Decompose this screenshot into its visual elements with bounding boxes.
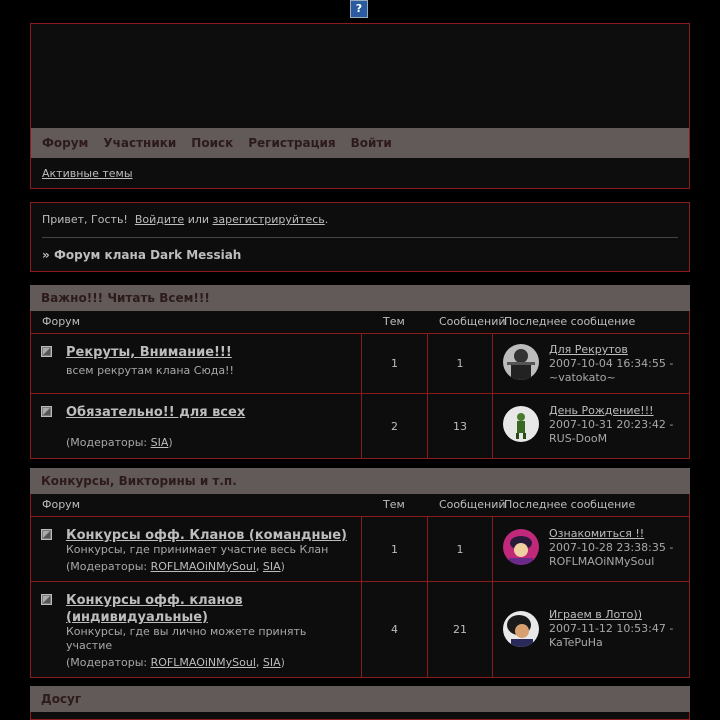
banner [31,24,689,128]
col-forum: Форум [42,315,80,328]
column-headers [31,494,689,517]
post-count: 21 [428,582,493,677]
register-link[interactable]: зарегистрируйтесь [212,213,325,226]
forum-description: всем рекрутам клана Сюда!! [66,364,234,377]
category-body [30,712,690,720]
col-posts: Сообщений [439,498,506,511]
topic-count: 1 [362,334,428,393]
moderator-link[interactable]: SIA [262,560,281,573]
last-post [493,394,689,458]
last-post-user[interactable]: RUS-DooM [549,432,608,445]
topic-count: 4 [362,582,428,677]
active-topics-link[interactable]: Активные темы [42,167,133,180]
moderator-link[interactable]: ROFLMAOiNMySoul [150,560,256,573]
avatar[interactable] [503,611,539,647]
last-post-user[interactable]: ROFLMAOiNMySoul [549,555,655,568]
last-post-topic-link[interactable]: Играем в Лото)) [549,608,642,621]
breadcrumb-arrow: » [42,248,50,262]
breadcrumb-forum-title[interactable]: Форум клана Dark Messiah [53,248,242,262]
forum-read-icon [41,346,52,357]
nav-forum[interactable]: Форум [42,136,89,150]
last-post-date: 2007-10-28 23:38:35 - [549,541,674,554]
moderators-label: (Модераторы: [66,436,148,449]
main-nav [31,128,689,158]
category-title: Важно!!! Читать Всем!!! [41,291,210,305]
col-posts: Сообщений [439,315,506,328]
last-post [493,517,689,581]
forum-row [31,517,689,582]
last-post-topic-link[interactable]: Для Рекрутов [549,343,628,356]
col-last-post: Последнее сообщение [504,498,636,511]
col-topics: Тем [383,315,405,328]
col-forum: Форум [42,498,80,511]
last-post-date: 2007-11-12 10:53:47 - [549,622,674,635]
forum-row [31,582,689,677]
greeting-line [42,203,678,238]
moderator-link[interactable]: SIA [262,656,281,669]
sub-nav [31,158,689,189]
avatar[interactable] [503,529,539,565]
moderators-label: (Модераторы: [66,656,148,669]
category-body [30,311,690,459]
nav-search[interactable]: Поиск [191,136,234,150]
greeting-text: Привет, Гость! [42,213,128,226]
forum-read-icon [41,406,52,417]
help-icon[interactable]: ? [350,0,368,18]
nav-members[interactable]: Участники [103,136,177,150]
avatar[interactable] [503,406,539,442]
forum-title-link[interactable]: Обязательно!! для всех [66,405,246,420]
breadcrumb [42,238,678,262]
category-title: Конкурсы, Викторины и т.п. [41,474,237,488]
forum-row [31,334,689,394]
nav-register[interactable]: Регистрация [248,136,336,150]
post-count: 1 [428,517,493,581]
forum-read-icon [41,594,52,605]
last-post-user[interactable]: ~vatokato~ [549,371,616,384]
category-header[interactable] [30,285,690,311]
last-post-user[interactable]: KaTePuHa [549,636,603,649]
forum-description: Конкурсы, где принимает участие весь Клан [66,543,329,556]
or-text: или [187,213,210,226]
category-body [30,494,690,678]
category-header[interactable] [30,686,690,712]
forum-moderators: (Модераторы: ROFLMAOiNMySoul, SIA) [66,560,285,573]
topic-count: 2 [362,394,428,458]
category-title: Досуг [41,692,82,706]
forum-title-link[interactable]: Конкурсы офф. Кланов (командные) [66,528,347,543]
last-post-date: 2007-10-31 20:23:42 - [549,418,674,431]
topic-count: 1 [362,517,428,581]
forum-moderators: (Модераторы: ROFLMAOiNMySoul, SIA) [66,656,285,669]
category-header[interactable] [30,468,690,494]
forum-description: Конкурсы, где вы лично можете принять участие [66,625,307,652]
last-post-topic-link[interactable]: День Рождение!!! [549,404,654,417]
forum-moderators: (Модераторы: SIA) [66,436,173,449]
period-text: . [324,213,329,226]
moderator-link[interactable]: ROFLMAOiNMySoul [150,656,256,669]
moderator-link[interactable]: SIA [150,436,169,449]
column-headers [31,311,689,334]
forum-title-link[interactable]: Конкурсы офф. кланов (индивидуальные) [66,593,243,625]
col-last-post: Последнее сообщение [504,315,636,328]
login-link[interactable]: Войдите [134,213,185,226]
moderators-label: (Модераторы: [66,560,148,573]
col-topics: Тем [383,498,405,511]
post-count: 1 [428,334,493,393]
last-post [493,334,689,393]
last-post-topic-link[interactable]: Ознакомиться !! [549,527,645,540]
header-panel [30,23,690,189]
last-post-date: 2007-10-04 16:34:55 - [549,357,674,370]
nav-login[interactable]: Войти [350,136,392,150]
forum-title-link[interactable]: Рекруты, Внимание!!! [66,345,232,360]
last-post [493,582,689,677]
forum-row [31,394,689,458]
post-count: 13 [428,394,493,458]
welcome-panel [30,202,690,272]
avatar[interactable] [503,344,539,380]
forum-read-icon [41,529,52,540]
